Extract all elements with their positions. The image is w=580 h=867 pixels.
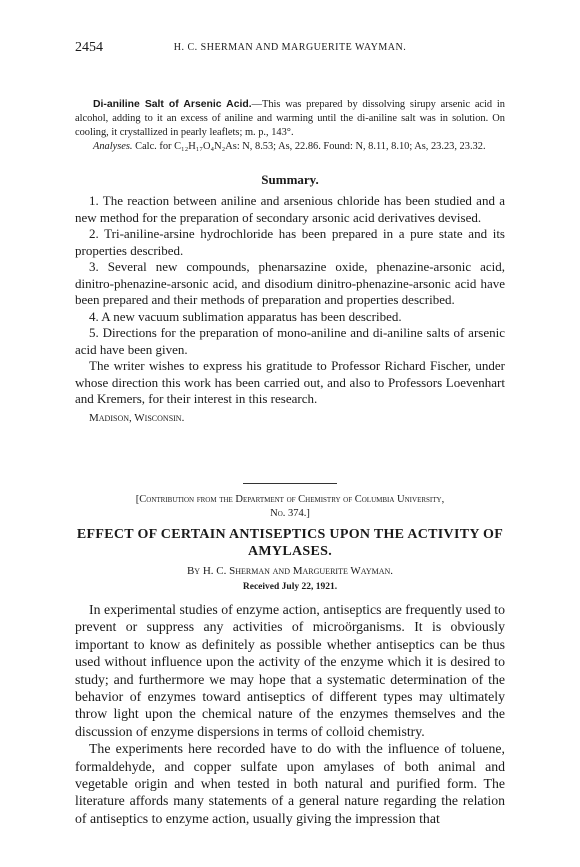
summary-item: 1. The reaction between aniline and arsenious chloride has been studied and a new method for the preparation of secondary arsonic acid derivatives devised. <box>75 193 505 225</box>
summary-item: 4. A new vacuum sublimation apparatus has been described. <box>89 308 402 324</box>
article-paragraph: In experimental studies of enzyme action, antiseptics are frequently used to prevent or suppress any activities of microörganisms. It is obviously important to know as definitely as possible whether antiseptics can be thus used without influence upon the activity of the enzyme which it is desired to study; and furthermore we may hope that a systematic determination of the behavior of enzymes toward antiseptics of different types may ultimately throw light upon the chemical nature of the enzymes themselves and the discussion of enzyme dispersions in terms of colloid chemistry. <box>75 602 505 739</box>
article-title <box>75 526 505 560</box>
salt-text: —This was prepared by dissolving sirupy arsenic acid in alcohol, adding to it an excess of aniline and warming until the di-aniline salt was in solution. On cooling, it crystallized in pearly leaflets; m. p., 143°. <box>75 99 505 138</box>
byline: By H. C. Sherman and Marguerite Wayman. <box>186 565 394 577</box>
contribution-line1: [Contribution from the Department of Chemistry of Columbia University, <box>135 494 445 505</box>
analyses-text: Calc. for C₁₂H₁₇O₄N₂As: N, 8.53; As, 22.86. Found: N, 8.11, 8.10; As, 23.23, 23.32. <box>132 141 486 152</box>
contribution-note <box>75 493 505 521</box>
article-body <box>75 601 505 827</box>
contribution-line2: No. 374.] <box>270 508 310 519</box>
summary-heading: Summary. <box>261 172 319 187</box>
page-number: 2454 <box>75 40 103 55</box>
page-header <box>75 40 505 56</box>
title-line1: EFFECT OF CERTAIN ANTISEPTICS UPON THE ACTIVITY OF <box>76 527 504 542</box>
location: Madison, Wisconsin. <box>89 411 185 424</box>
salt-paragraph <box>75 98 505 154</box>
salt-heading: Di-aniline Salt of Arsenic Acid. <box>93 99 252 110</box>
summary-list <box>75 193 505 426</box>
received-date: Received July 22, 1921. <box>242 582 338 592</box>
summary-item: 3. Several new compounds, phenarsazine oxide, phenazine-arsonic acid, dinitro-phenazine-arsonic acid, and disodium dinitro-phenazine-arsonic acid have been prepared and their methods of preparation and properties described. <box>75 259 505 307</box>
analyses-label: Analyses. <box>93 141 133 152</box>
acknowledgement: The writer wishes to express his gratitude to Professor Richard Fischer, under whose direction this work has been carried out, and also to Professors Loevenhart and Kremers, for their interest in this research. <box>75 358 505 406</box>
summary-item: 2. Tri-aniline-arsine hydrochloride has been prepared in a pure state and its properties described. <box>75 226 505 258</box>
section-divider <box>243 483 337 484</box>
summary-item: 5. Directions for the preparation of mono-aniline and di-aniline salts of arsenic acid have been given. <box>75 325 505 357</box>
running-title: H. C. SHERMAN AND MARGUERITE WAYMAN. <box>173 42 407 53</box>
title-line2: AMYLASES. <box>248 544 332 559</box>
article-paragraph: The experiments here recorded have to do with the influence of toluene, formaldehyde, and copper sulfate upon amylases of both animal and vegetable origin and when tested in both natural and purified form. The literature affords many statements of a general nature regarding the relation of antiseptics to enzyme action, usually giving the impression that <box>75 741 505 826</box>
